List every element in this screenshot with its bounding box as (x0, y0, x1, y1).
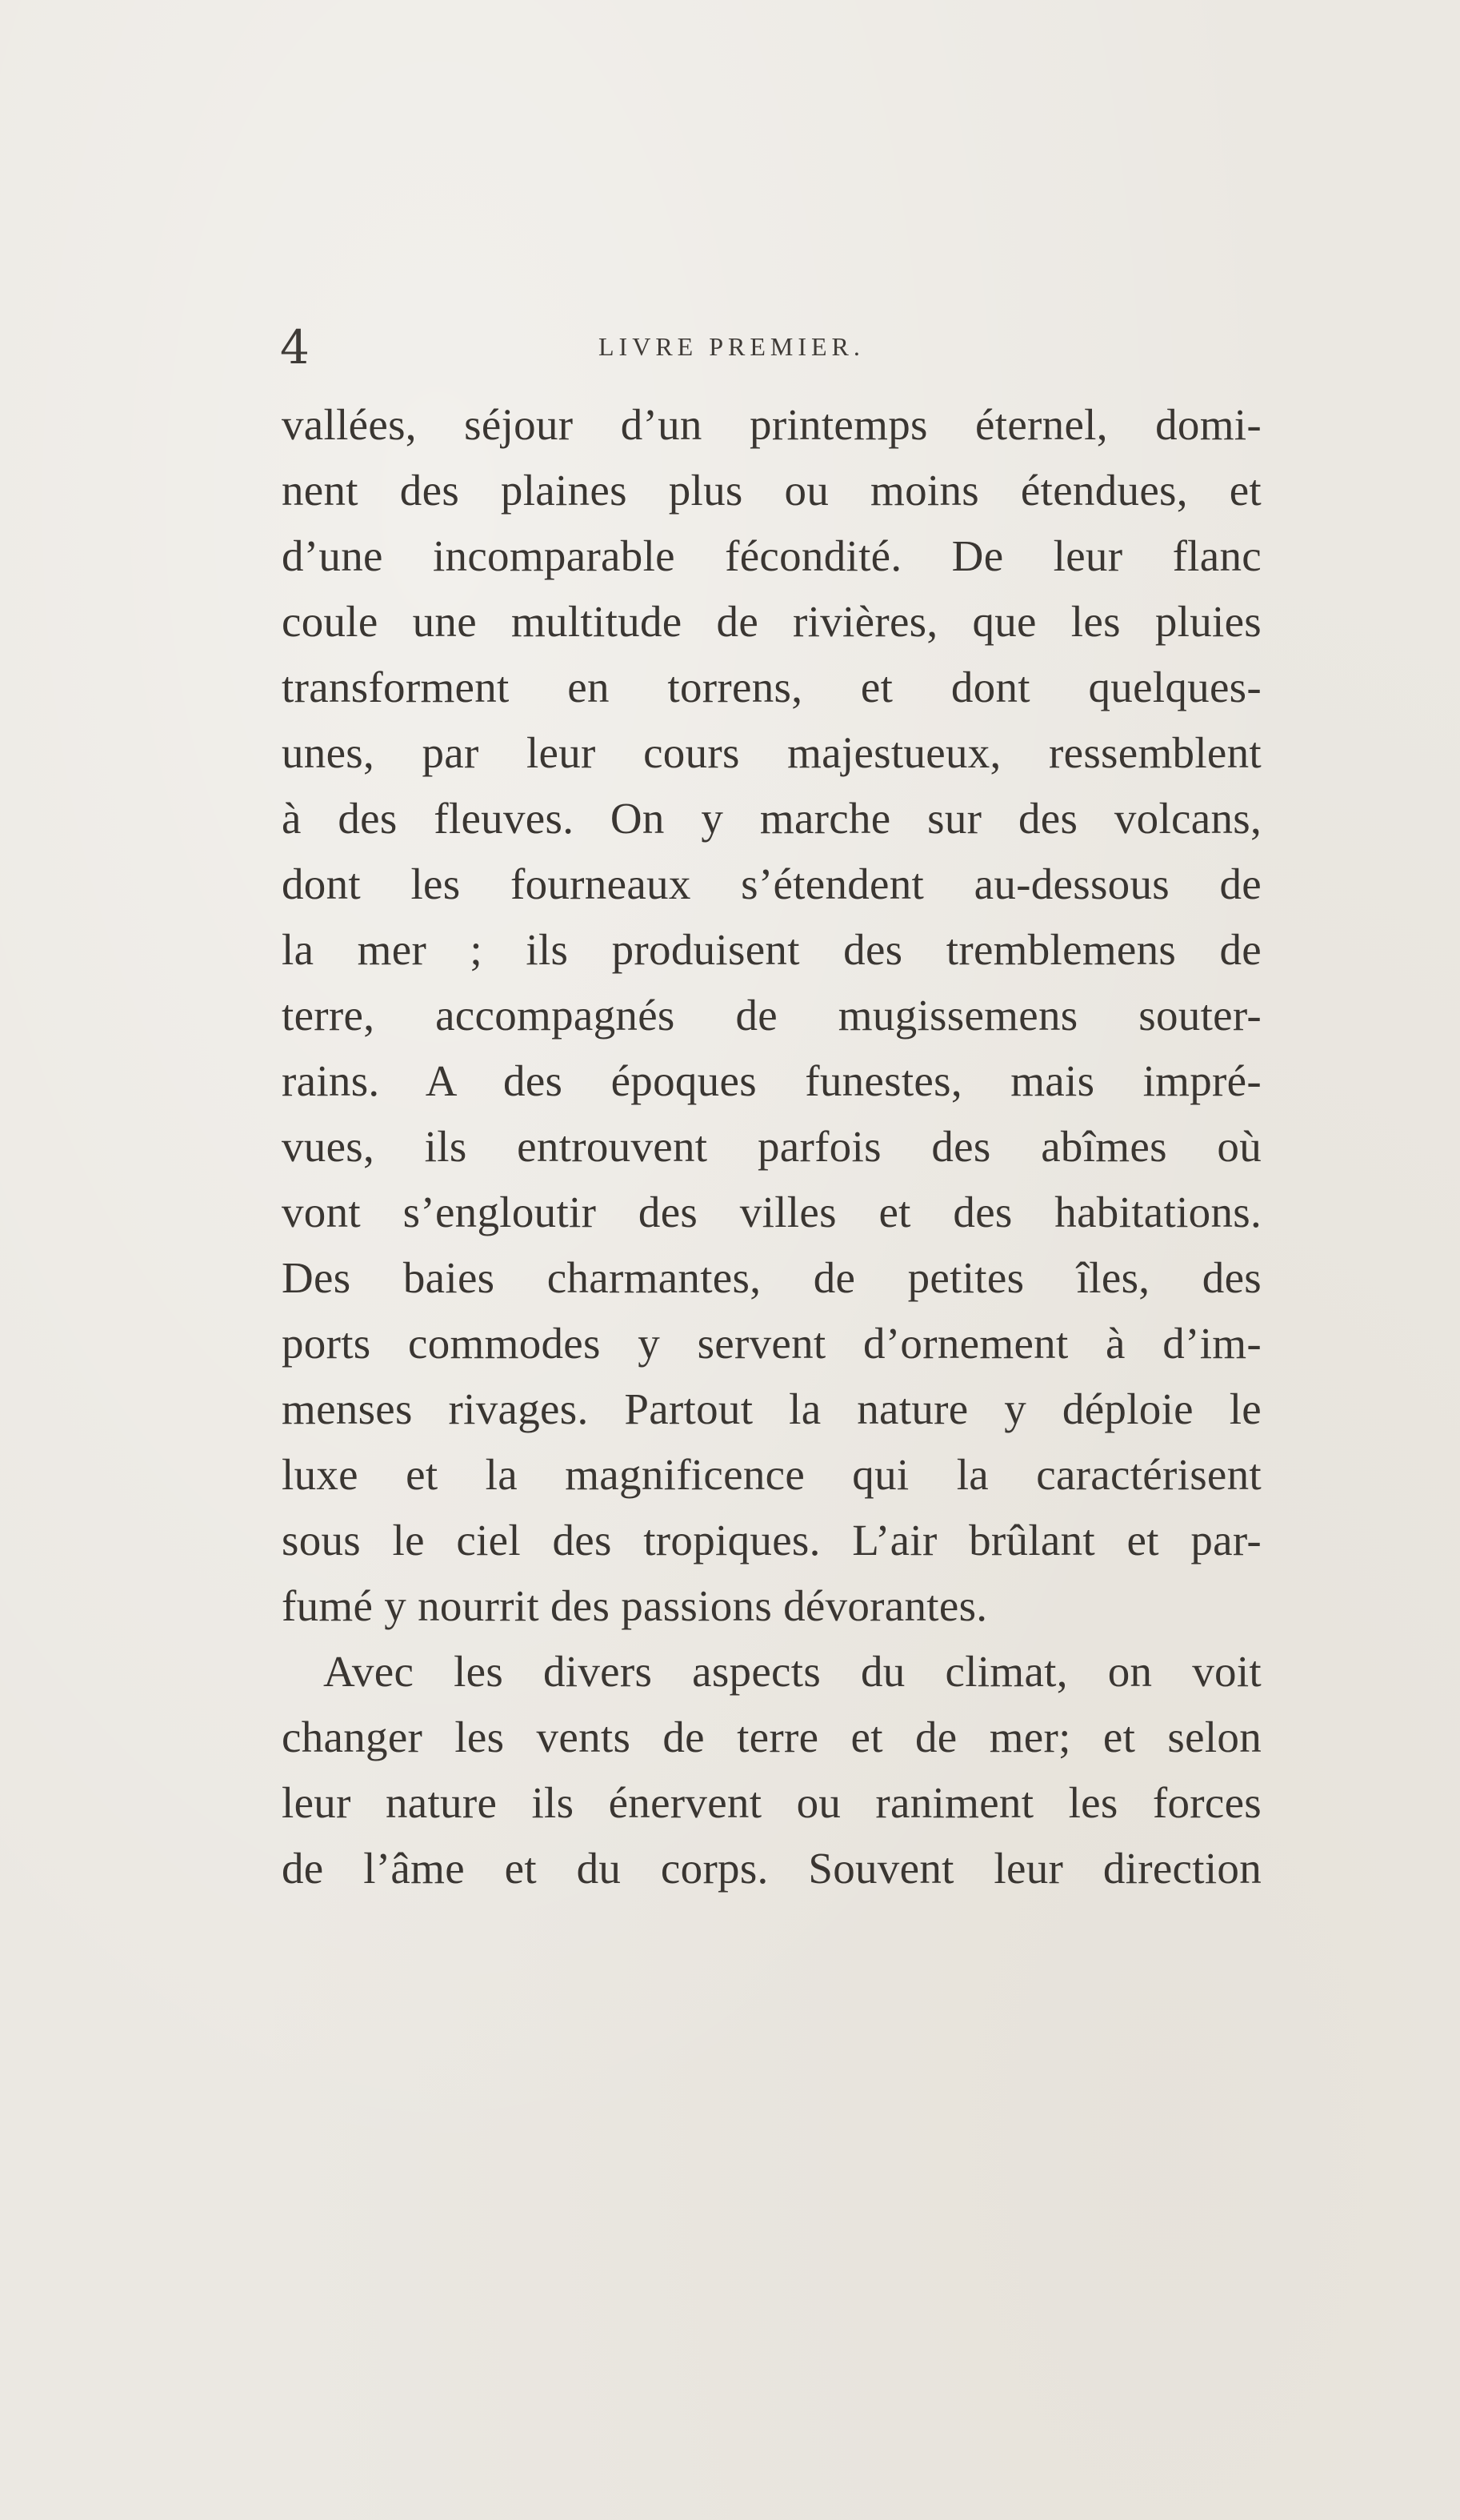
text-line: terre, accompagnés de mugissemens souter- (282, 991, 1262, 1040)
text-line: nent des plaines plus ou moins étendues, et (282, 466, 1262, 515)
running-head: LIVRE PREMIER. (598, 332, 865, 361)
text-line: vues, ils entrouvent parfois des abîmes où (282, 1122, 1262, 1171)
text-line: Des baies charmantes, de petites îles, des (282, 1253, 1262, 1302)
body-text (282, 392, 1262, 1901)
text-line: la mer ; ils produisent des tremblemens de (282, 925, 1262, 974)
paragraph-start-line: Avec les divers aspects du climat, on voit (323, 1647, 1262, 1696)
text-line: leur nature ils énervent ou raniment les forces (282, 1778, 1262, 1827)
text-line: d’une incomparable fécondité. De leur flanc (282, 531, 1262, 580)
text-line: changer les vents de terre et de mer; et selon (282, 1713, 1262, 1761)
text-line: menses rivages. Partout la nature y déploie le (282, 1384, 1262, 1433)
text-line: à des fleuves. On y marche sur des volcans, (282, 794, 1262, 843)
page-number: 4 (280, 320, 310, 375)
text-line: transforment en torrens, et dont quelques- (282, 663, 1262, 711)
text-line: vont s’engloutir des villes et des habitations. (282, 1188, 1262, 1236)
text-line: de l’âme et du corps. Souvent leur direction (282, 1844, 1262, 1893)
text-line: luxe et la magnificence qui la caractérisent (282, 1450, 1262, 1499)
text-line: coule une multitude de rivières, que les pluies (282, 597, 1262, 646)
text-line: rains. A des époques funestes, mais impré- (282, 1056, 1262, 1105)
text-line: dont les fourneaux s’étendent au-dessous de (282, 859, 1262, 908)
text-line: ports commodes y servent d’ornement à d’im- (282, 1319, 1262, 1368)
text-line: sous le ciel des tropiques. L’air brûlant et par- (282, 1516, 1262, 1564)
text-line: unes, par leur cours majestueux, ressemblent (282, 728, 1262, 777)
text-line: vallées, séjour d’un printemps éternel, domi- (282, 400, 1262, 449)
page-header (280, 319, 1264, 383)
text-line: fumé y nourrit des passions dévorantes. (282, 1581, 988, 1630)
